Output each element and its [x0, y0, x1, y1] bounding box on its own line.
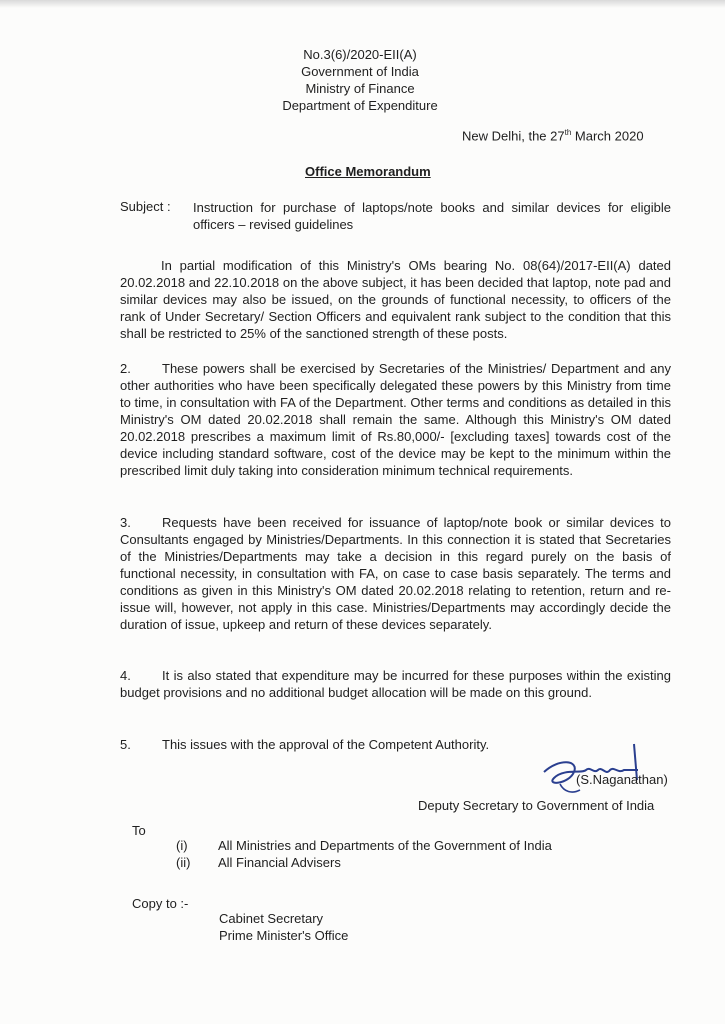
copy-recipient: Cabinet Secretary [219, 911, 324, 926]
paragraph-number: 2. [120, 361, 131, 376]
paragraph-text: Requests have been received for issuance of laptop/note book or similar devices to Consultants engaged by Ministries/Departments. In this connection it is stated that Secretaries of the Ministries/Departments may take a decision in this regard purely on the basis of functional necessity, in consultation with FA, on case to case basis separately. The terms and conditions as given in this Ministry's OM dated 20.02.2018 relating to retention, return and re-issue will, however, not apply in this case. Ministries/Departments may accordingly decide the duration of issue, upkeep and return of these devices separately. [120, 515, 671, 632]
date-suffix: March 2020 [571, 128, 644, 144]
signatory-name: (S.Naganathan) [576, 772, 668, 787]
paragraph-number: 5. [120, 737, 131, 752]
recipient-text: All Ministries and Departments of the Government of India [218, 838, 552, 853]
copy-to-label: Copy to :- [132, 896, 189, 911]
scan-edge [0, 0, 725, 8]
letterhead [240, 46, 480, 114]
memo-title: Office Memorandum [305, 164, 431, 179]
recipient-list [176, 837, 552, 871]
ministry-name: Ministry of Finance [305, 81, 415, 96]
paragraph-number: 3. [120, 515, 131, 530]
subject-text: Instruction for purchase of laptops/note books and similar devices for eligible officers – revised guidelines [193, 200, 671, 232]
department-name: Department of Expenditure [282, 98, 438, 113]
paragraph-text: It is also stated that expenditure may be incurred for these purposes within the existing budget provisions and no additional budget allocation will be made on this ground. [120, 668, 671, 700]
paragraph-text: This issues with the approval of the Competent Authority. [162, 737, 490, 752]
paragraph-1: In partial modification of this Ministry's OMs bearing No. 08(64)/2017-EII(A) dated 20.02.2018 and 22.10.2018 on the above subject, it has been decided that laptop, note pad and similar devices may also be issued, on the grounds of functional necessity, to officers of the rank of Under Secretary/ Section Officers and equivalent rank subject to the condition that this shall be restricted to 25% of the sanctioned strength of these posts. [120, 258, 671, 341]
issue-date [462, 128, 644, 143]
signatory-designation: Deputy Secretary to Government of India [418, 798, 655, 813]
recipient-number: (i) [176, 838, 188, 853]
recipient-item [176, 854, 552, 871]
paragraph-4 [120, 667, 671, 701]
paragraph-text: These powers shall be exercised by Secretaries of the Ministries/ Department and any other authorities who have been specifically delegated these powers by this Ministry from time to time, in consultation with FA of the Department. Other terms and conditions as detailed in this Ministry's OM dated 20.02.2018 shall remain the same. Although this Ministry's OM dated 20.02.2018 prescribes a maximum limit of Rs.80,000/- [excluding taxes] towards cost of the device including standard software, cost of the device may be kept to the minimum within the prescribed limit duly taking into consideration minimum technical requirements. [120, 361, 671, 478]
recipient-item [176, 837, 552, 854]
file-number: No.3(6)/2020-EII(A) [303, 47, 417, 62]
date-prefix: New Delhi, the 27 [462, 128, 565, 144]
copy-recipient: Prime Minister's Office [219, 928, 349, 943]
date-ordinal: th [564, 128, 572, 137]
paragraph-2 [120, 360, 671, 479]
paragraph-3 [120, 514, 671, 633]
to-label: To [132, 823, 146, 838]
recipient-text: All Financial Advisers [218, 855, 341, 870]
subject-label: Subject : [120, 199, 171, 214]
paragraph-number: 4. [120, 668, 131, 683]
recipient-number: (ii) [176, 855, 191, 870]
government-name: Government of India [301, 64, 419, 79]
copy-to-list [219, 910, 348, 944]
